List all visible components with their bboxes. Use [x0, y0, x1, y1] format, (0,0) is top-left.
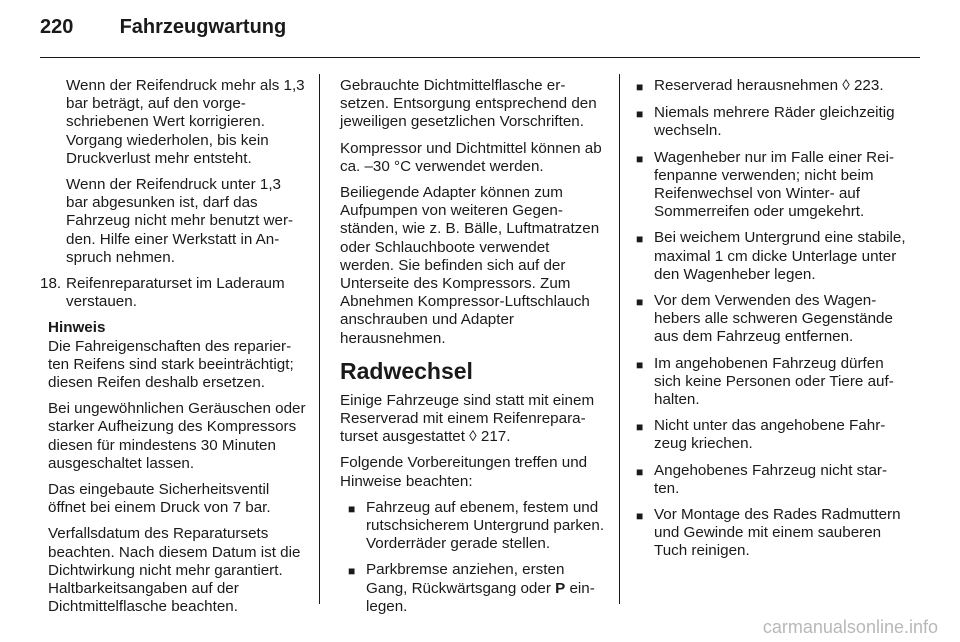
list-number: 18.	[40, 275, 62, 293]
bullet-text: Im angehobenen Fahrzeug dürfen sich keine Personen oder Tiere aufhalten.	[654, 354, 894, 409]
bullet-text: Wagenheber nur im Falle einer Reifenpanne verwenden; nicht beim Reifenwechsel von Winter- auf Sommerreifen oder umgekehrt.	[654, 148, 895, 221]
hinweis-block	[40, 319, 306, 616]
hinweis-text: Die Fahreigenschaften des reparierten Reifens sind stark beeinträchtigt; diesen Reifen deshalb ersetzen.	[48, 337, 294, 392]
bullet-text: Vor dem Verwenden des Wagenhebers alle schweren Gegenstände aus dem Fahrzeug entfernen.	[654, 292, 893, 346]
bullet-item	[636, 77, 906, 96]
bullet-text: Angehobenes Fahrzeug nicht starten.	[654, 461, 888, 497]
paragraph: Gebrauchte Dichtmittelflasche ersetzen. Entsorgung entsprechend den jeweiligen gesetzlichen Vorschriften.	[340, 77, 597, 131]
bullet-item	[636, 417, 906, 453]
bullet-icon: ■	[636, 509, 644, 524]
column-divider-2	[619, 74, 620, 604]
column-2	[340, 77, 606, 624]
list-text: Reifenreparaturset im Laderaum verstauen.	[66, 275, 285, 311]
bullet-item	[636, 506, 906, 561]
bullet-text: Fahrzeug auf ebenem, festem und rutschsicherem Untergrund parken. Vorderräder gerade stellen.	[366, 498, 605, 553]
bullet-icon: ■	[348, 564, 356, 579]
bullet-icon: ■	[636, 151, 644, 166]
bullet-icon: ■	[636, 420, 644, 435]
bullet-item	[636, 292, 906, 347]
watermark: carmanualsonline.info	[762, 617, 938, 637]
header-rule	[40, 57, 920, 58]
paragraph: Wenn der Reifendruck mehr als 1,3 bar beträgt, auf den vorgeschriebenen Wert korrigieren. Vorgang wiederholen, bis kein Druckverlust mehr entsteht.	[66, 77, 305, 167]
column-divider-1	[319, 74, 320, 604]
page-header	[40, 16, 286, 39]
bullet-icon: ■	[636, 357, 644, 372]
paragraph: Verfallsdatum des Reparatursets beachten. Nach diesem Datum ist die Dichtwirkung nicht mehr garantiert. Haltbarkeitsangaben auf der Dichtmittelflasche beachten.	[48, 525, 301, 616]
bullet-item	[348, 561, 606, 616]
bullet-icon: ■	[636, 464, 644, 479]
bullet-text: Bei weichem Untergrund eine stabile, maximal 1 cm dicke Unterlage unter den Wagenheber legen.	[654, 229, 906, 283]
paragraph: Beiliegende Adapter können zum Aufpumpen von weiteren Gegenständen, wie z. B. Bälle, Luftmatratzen oder Schlauchboote verwendet werden. Sie befinden sich auf der Unterseite des Kompressors. Zum Abnehmen Kompressor-Luftschlauch anschrauben und Adapter herausnehmen.	[340, 184, 600, 347]
gear-p-label: P	[555, 579, 566, 597]
hinweis-title: Hinweis	[48, 319, 106, 337]
bullet-item	[636, 229, 906, 284]
bullet-item	[636, 104, 906, 140]
bullet-item	[636, 355, 906, 410]
paragraph: Das eingebaute Sicherheitsventil öffnet bei einem Druck von 7 bar.	[48, 481, 271, 517]
paragraph: Wenn der Reifendruck unter 1,3 bar abgesunken ist, darf das Fahrzeug nicht mehr benutzt werden. Hilfe einer Werkstatt in Anspruch nehmen.	[66, 176, 294, 266]
list-item-18	[40, 275, 306, 311]
bullet-text: Reserverad herausnehmen ◊ 223.	[654, 77, 884, 94]
paragraph: Einige Fahrzeuge sind statt mit einem Reserverad mit einem Reifenreparaturset ausgestattet ◊ 217.	[340, 391, 595, 446]
page-number: 220	[40, 16, 74, 38]
bullet-icon: ■	[348, 501, 356, 516]
bullet-icon: ■	[636, 232, 644, 247]
paragraph: Bei ungewöhnlichen Geräuschen oder starker Aufheizung des Kompressors diesen für mindestens 30 Minuten ausgeschaltet lassen.	[48, 400, 306, 472]
bullet-text: Niemals mehrere Räder gleichzeitig wechseln.	[654, 104, 895, 140]
paragraph: Folgende Vorbereitungen treffen und Hinweise beachten:	[340, 454, 588, 490]
bullet-item	[636, 462, 906, 498]
bullet-text: Parkbremse anziehen, ersten Gang, Rückwärtsgang oder P einlegen.	[366, 561, 595, 615]
bullet-item	[636, 149, 906, 222]
paragraph: Kompressor und Dichtmittel können ab ca. –30 °C verwendet werden.	[340, 139, 602, 175]
page-title: Fahrzeugwartung	[119, 16, 287, 38]
column-3	[636, 77, 906, 569]
bullet-icon: ■	[636, 80, 644, 94]
bullet-icon: ■	[636, 107, 644, 122]
bullet-item	[348, 499, 606, 554]
column-1	[40, 77, 306, 624]
bullet-text: Vor Montage des Rades Radmuttern und Gewinde mit einem sauberen Tuch reinigen.	[654, 506, 901, 560]
bullet-text: Nicht unter das angehobene Fahrzeug kriechen.	[654, 417, 886, 453]
bullet-icon: ■	[636, 295, 644, 310]
section-heading: Radwechsel	[340, 357, 473, 384]
